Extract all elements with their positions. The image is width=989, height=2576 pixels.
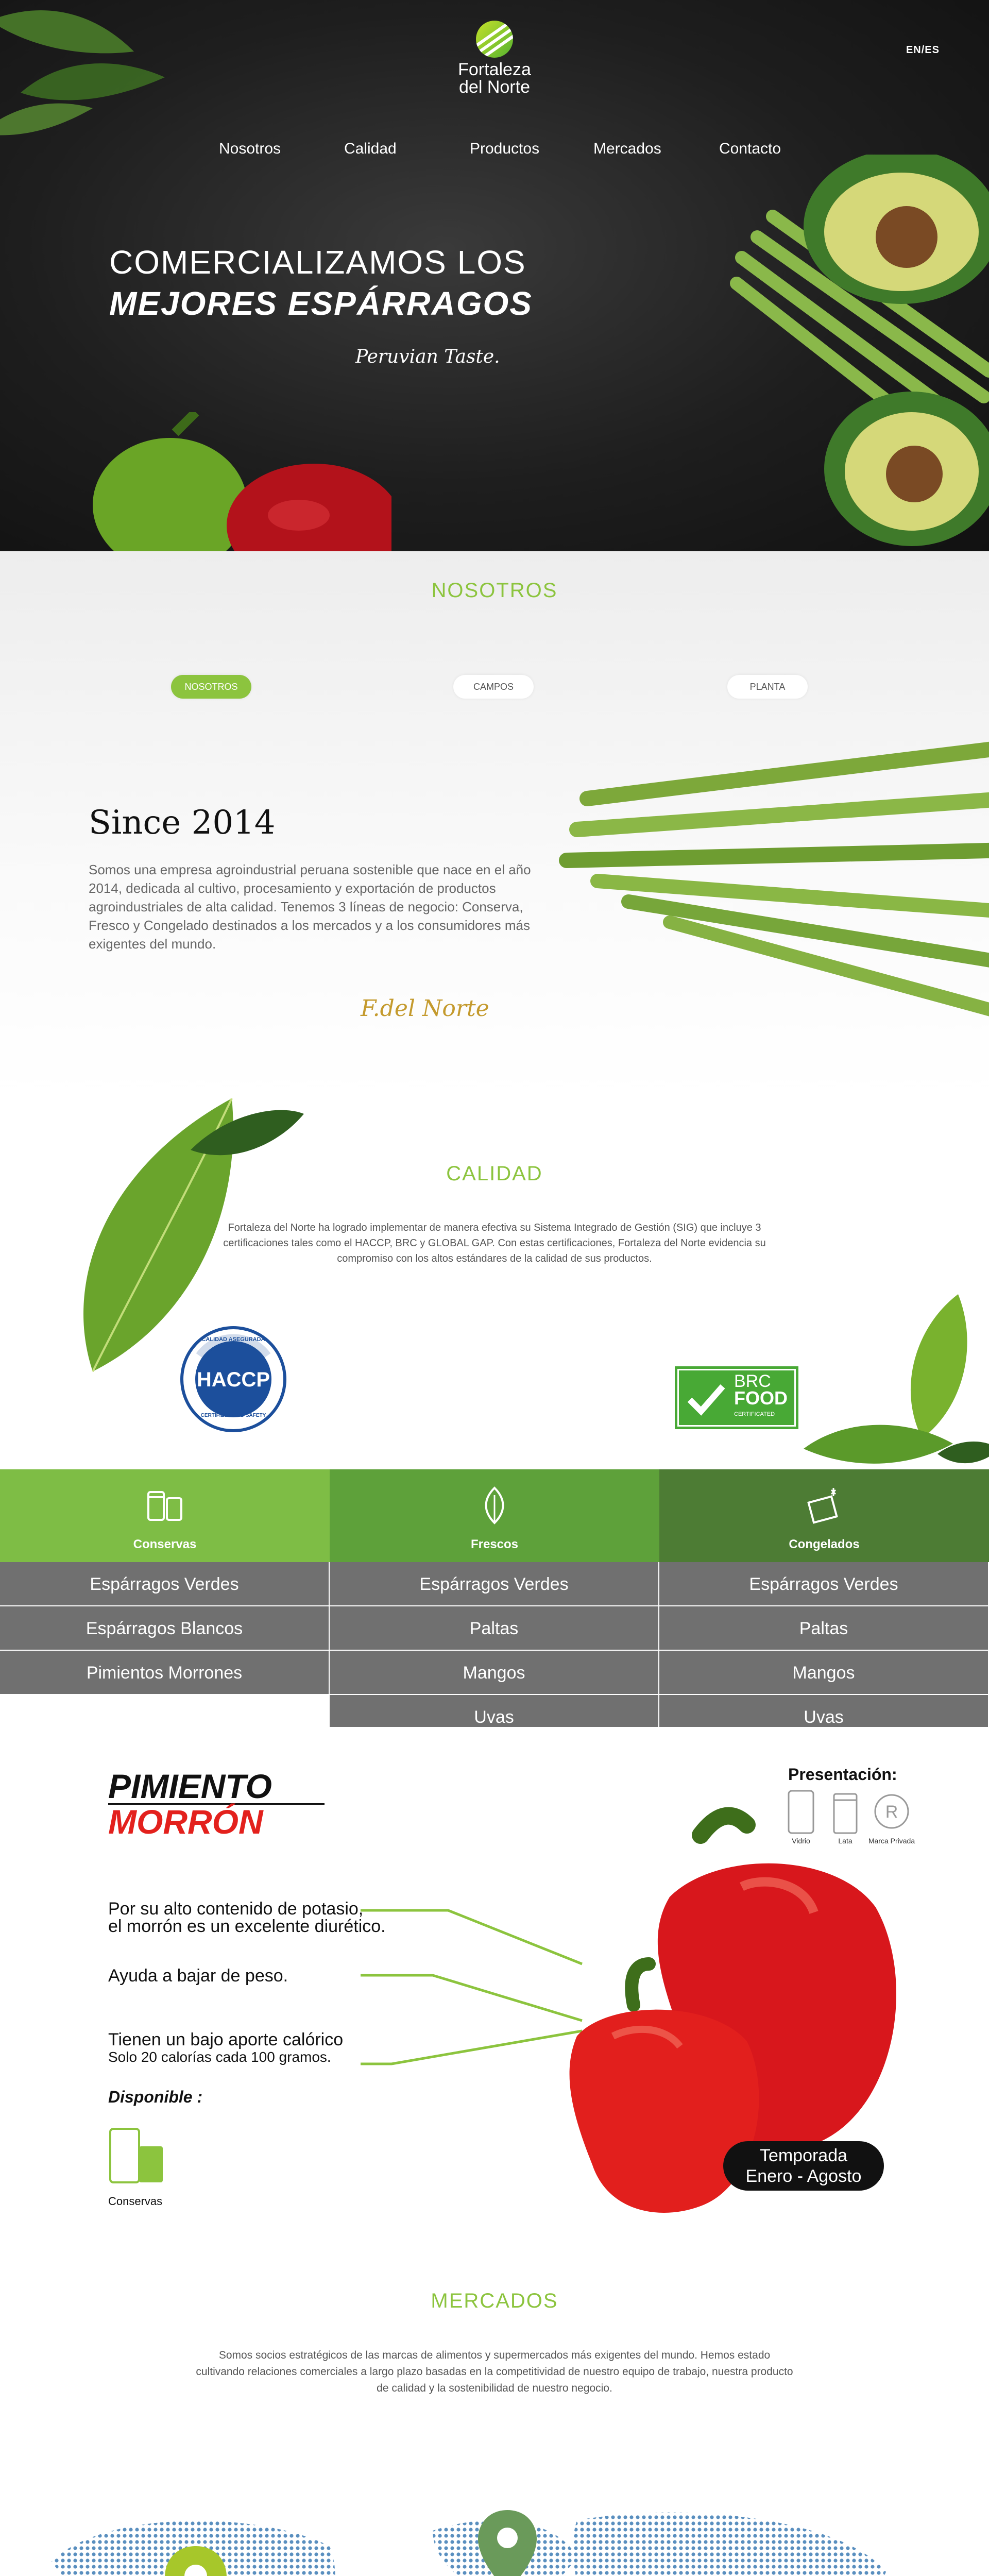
- mercados-body: Somos socios estratégicos de las marcas de alimentos y supermercados más exigentes del mundo. Hemos estado cultivando relaciones comerciales a largo plazo basadas en la competitividad de nuestro equipo de trabajo, nuestra producto de calidad y la sostenibilidad de nuestro negocio.: [196, 2349, 793, 2394]
- product-item[interactable]: Espárragos Verdes: [0, 1562, 330, 1606]
- product-item[interactable]: Uvas: [659, 1695, 989, 1739]
- haccp-badge: CALIDAD ASEGURADA HACCP CERTIFIED FOOD SAFETY: [179, 1325, 287, 1433]
- nav-contacto[interactable]: Contacto: [719, 140, 781, 157]
- product-item[interactable]: Mangos: [330, 1651, 659, 1695]
- tab-planta[interactable]: PLANTA: [727, 675, 808, 699]
- section-title-calidad: CALIDAD: [446, 1162, 543, 1185]
- logo-text: Fortaleza del Norte: [458, 60, 531, 97]
- nav-productos[interactable]: Productos: [470, 140, 540, 157]
- disponible-conservas: Conservas: [108, 2195, 163, 2208]
- main-nav: [0, 140, 989, 161]
- products-column-frescos: [330, 1469, 659, 1739]
- hero-section: [0, 0, 989, 551]
- column-header-conservas[interactable]: Conservas: [0, 1469, 330, 1562]
- jar-can-icon: [144, 1485, 185, 1526]
- frozen-box-icon: [804, 1485, 845, 1526]
- logo-mark-icon: [476, 21, 513, 58]
- product-item[interactable]: Espárragos Verdes: [330, 1562, 659, 1606]
- tab-nosotros[interactable]: NOSOTROS: [171, 675, 251, 699]
- world-map-icon: [41, 2489, 948, 2576]
- hero-signature: Peruvian Taste.: [355, 346, 500, 367]
- product-item[interactable]: Paltas: [659, 1606, 989, 1651]
- calidad-body: Fortaleza del Norte ha logrado implementar de manera efectiva su Sistema Integrado de Gestión (SIG) que incluye 3 certificaciones tales como el HACCP, BRC y GLOBAL GAP. Con estas certificaciones, Fortaleza del Norte evidencia su compromiso con los altos estándares de la calidad de sus productos.: [223, 1222, 766, 1264]
- conservas-jar-icon: [108, 2124, 165, 2185]
- column-header-congelados[interactable]: Congelados: [659, 1469, 989, 1562]
- asparagus-avocado-icon: [721, 155, 989, 551]
- pimiento-title: PIMIENTO MORRÓN: [108, 1769, 325, 1839]
- svg-text:R: R: [885, 1802, 898, 1822]
- leaf-right-icon: [783, 1294, 989, 1469]
- presentacion-label: Presentación:: [788, 1765, 897, 1784]
- pimiento-section: [0, 1727, 989, 2263]
- nosotros-section: [0, 551, 989, 1098]
- pimiento-fact-3: Tienen un bajo aporte calórico Solo 20 calorías cada 100 gramos.: [108, 2030, 344, 2065]
- brand-logo[interactable]: [458, 21, 531, 97]
- section-title-mercados: MERCADOS: [431, 2290, 558, 2312]
- products-column-conservas: [0, 1469, 330, 1695]
- nav-nosotros[interactable]: Nosotros: [219, 140, 281, 157]
- product-item[interactable]: Uvas: [330, 1695, 659, 1739]
- mercados-section: [0, 2263, 989, 2576]
- pimiento-fact-1: Por su alto contenido de potasio, el morrón es un excelente diurético.: [108, 1899, 386, 1936]
- section-title-nosotros: NOSOTROS: [431, 579, 558, 602]
- calidad-section: [0, 1098, 989, 1469]
- presentacion-marca-privada: R Marca Privada: [863, 1789, 920, 1845]
- nav-mercados[interactable]: Mercados: [593, 140, 661, 157]
- product-item[interactable]: Pimientos Morrones: [0, 1651, 330, 1695]
- product-item[interactable]: Espárragos Blancos: [0, 1606, 330, 1651]
- temporada-badge: Temporada Enero - Agosto: [723, 2141, 884, 2191]
- check-icon: [686, 1379, 726, 1419]
- nosotros-body: Somos una empresa agroindustrial peruana sostenible que nace en el año 2014, dedicada al cultivo, procesamiento y exportación de productos agroindustriales de alta calidad. Tenemos 3 líneas de negocio: Conserva, Fresco y Congelado destinados a los mercados y a los consumidores más exigentes del mundo.: [89, 862, 531, 952]
- hero-headline-2: MEJORES ESPÁRRAGOS: [109, 285, 533, 322]
- brc-badge: BRC FOOD CERTIFICATED: [675, 1366, 798, 1429]
- leaf-icon: [474, 1485, 515, 1526]
- tab-campos[interactable]: CAMPOS: [453, 675, 534, 699]
- peppers-icon: [93, 412, 391, 551]
- nav-calidad[interactable]: Calidad: [344, 140, 397, 157]
- products-column-congelados: [659, 1469, 989, 1739]
- asparagus-image-icon: [546, 696, 989, 1056]
- pimiento-fact-2: Ayuda a bajar de peso.: [108, 1966, 288, 1986]
- column-header-frescos[interactable]: Frescos: [330, 1469, 659, 1562]
- product-item[interactable]: Paltas: [330, 1606, 659, 1651]
- hero-headline-1: COMERCIALIZAMOS LOS: [109, 244, 526, 281]
- presentacion-vidrio: Vidrio: [773, 1789, 829, 1845]
- presentacion-lata: Lata: [817, 1789, 874, 1845]
- language-switch[interactable]: EN/ES: [906, 44, 940, 56]
- nosotros-signature: F.del Norte: [361, 995, 489, 1022]
- product-item[interactable]: Espárragos Verdes: [659, 1562, 989, 1606]
- disponible-label: Disponible :: [108, 2088, 203, 2106]
- products-section: [0, 1469, 989, 1727]
- nosotros-heading: Since 2014: [89, 804, 276, 842]
- product-item[interactable]: Mangos: [659, 1651, 989, 1695]
